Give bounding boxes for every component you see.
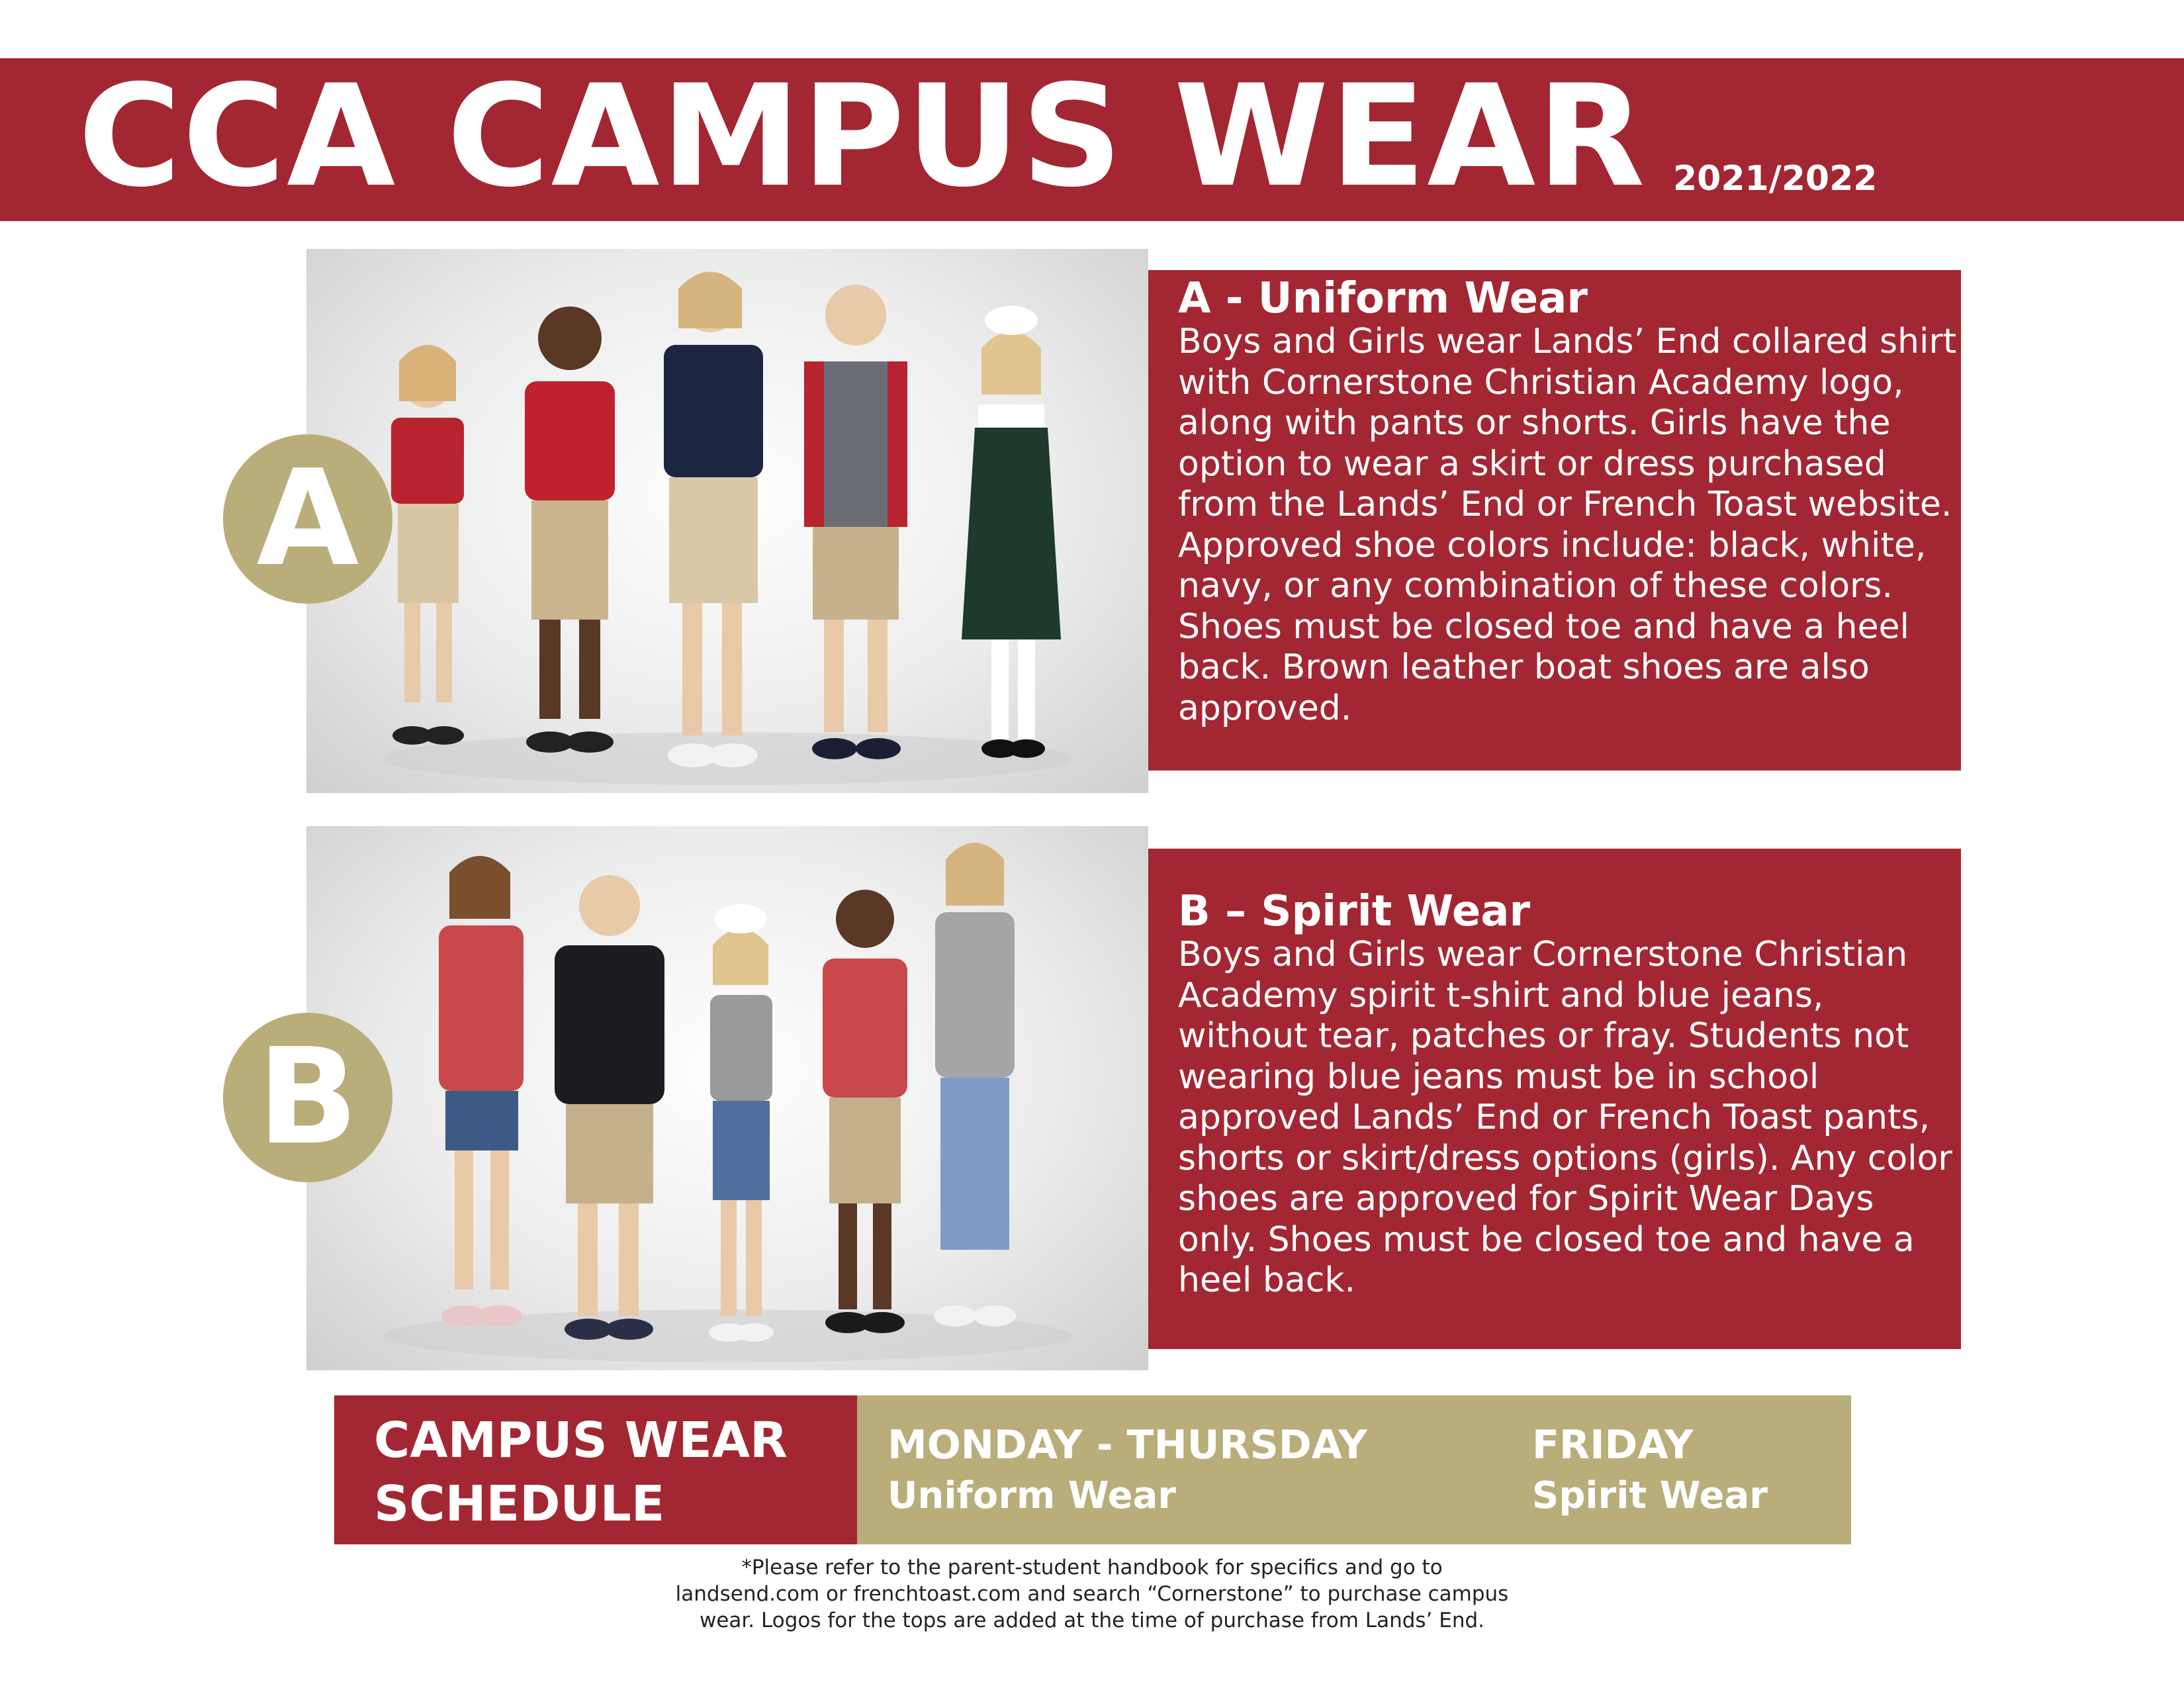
footnote-line: landsend.com or frenchtoast.com and search “Cornerstone” to purchase campus [675,1582,1509,1606]
uniform-wear-heading: A - Uniform Wear [1178,274,1588,323]
schedule-weekdays [887,1419,1367,1521]
schedule-day: FRIDAY [1532,1422,1694,1468]
page-title: CCA CAMPUS WEAR [78,54,1647,218]
student-figure [525,306,615,753]
schedule-label-line2: SCHEDULE [374,1476,665,1532]
student-figure [962,306,1061,758]
student-figure [823,890,907,1333]
uniform-wear-photo [306,249,1148,793]
schedule-friday [1532,1419,1768,1521]
student-figure [664,271,763,767]
schedule-wear: Uniform Wear [887,1474,1176,1517]
student-figure [804,285,907,759]
spirit-wear-heading: B – Spirit Wear [1178,887,1531,936]
footnote-line: *Please refer to the parent-student handbook for specifics and go to [741,1556,1443,1579]
schedule-label [334,1395,857,1544]
footnote-line: wear. Logos for the tops are added at the time of purchase from Lands’ End. [699,1609,1485,1632]
spirit-wear-panel [1148,849,1961,1349]
schedule-days [857,1395,1851,1544]
schedule-label-line1: CAMPUS WEAR [374,1412,788,1469]
school-year: 2021/2022 [1673,159,1878,199]
uniform-wear-panel [1148,270,1961,771]
student-figure [709,904,774,1342]
student-figure [391,345,464,745]
schedule-day: MONDAY - THURSDAY [887,1422,1367,1468]
spirit-wear-description: Boys and Girls wear Cornerstone Christian Academy spirit t-shirt and blue jeans, without tear, patches or fray. Students not wearing blue jeans must be in school approved Lands’ End or French Toast pants, shorts or skirt/dress options (girls). Any color shoes are approved for Spirit Wear Days only. Shoes must be closed toe and have a heel back. [1178,935,1952,1300]
footnote [463,1554,1721,1634]
section-a-badge: A [223,434,392,604]
student-figure [439,856,523,1327]
uniform-wear-description: Boys and Girls wear Lands’ End collared shirt with Cornerstone Christian Academy logo, along with pants or shorts. Girls have the option to wear a skirt or dress purchased from the Lands’ End or French Toast website. Approved shoe colors include: black, white, navy, or any combination of these colors. Shoes must be closed toe and have a heel back. Brown leather boat shoes are also approved. [1178,322,1957,728]
student-figure [934,843,1016,1327]
spirit-wear-photo [306,826,1148,1370]
schedule-wear: Spirit Wear [1532,1474,1768,1517]
section-b-badge: B [223,1013,392,1182]
student-figure [555,875,664,1340]
